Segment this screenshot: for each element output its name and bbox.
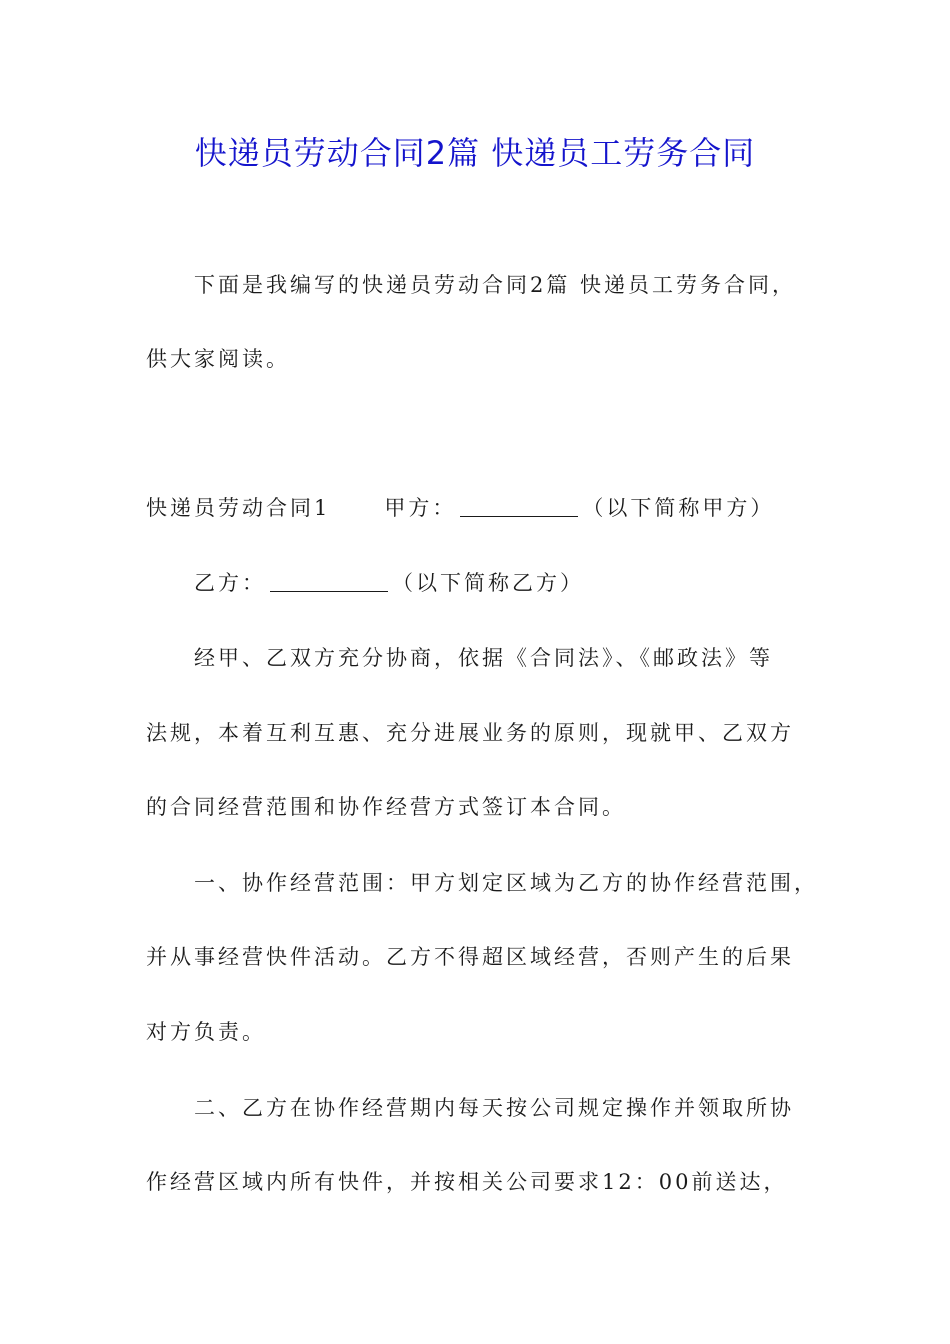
party-b-note: （以下简称乙方） [392, 571, 584, 595]
para1-line-2: 法规，本着互利互惠、充分进展业务的原则，现就甲、乙双方 [146, 721, 794, 745]
intro-line-1: 下面是我编写的快递员劳动合同2篇 快递员工劳务合同， [194, 273, 797, 297]
document-title: 快递员劳动合同2篇 快递员工劳务合同 [194, 134, 756, 172]
intro-line-2: 供大家阅读。 [146, 347, 290, 371]
party-a-blank-line [460, 496, 578, 517]
party-a-note: （以下简称甲方） [582, 496, 775, 520]
para3-line-1: 二、乙方在协作经营期内每天按公司规定操作并领取所协 [194, 1096, 794, 1120]
party-b-row [194, 566, 584, 600]
party-b-label: 乙方： [194, 571, 266, 595]
party-a-label: 甲方： [384, 496, 457, 520]
party-b-blank-line [270, 571, 388, 592]
contract-heading-row [146, 491, 774, 525]
para2-line-3: 对方负责。 [146, 1020, 266, 1044]
para2-line-2: 并从事经营快件活动。乙方不得超区域经营，否则产生的后果 [146, 945, 794, 969]
para2-line-1: 一、协作经营范围：甲方划定区域为乙方的协作经营范围， [194, 871, 818, 895]
para1-line-1: 经甲、乙双方充分协商，依据《合同法》、《邮政法》等 [194, 646, 773, 670]
contract-heading: 快递员劳动合同1 [146, 496, 331, 520]
para3-line-2: 作经营区域内所有快件，并按相关公司要求12：00前送达， [146, 1170, 788, 1194]
para1-line-3: 的合同经营范围和协作经营方式签订本合同。 [146, 795, 626, 819]
